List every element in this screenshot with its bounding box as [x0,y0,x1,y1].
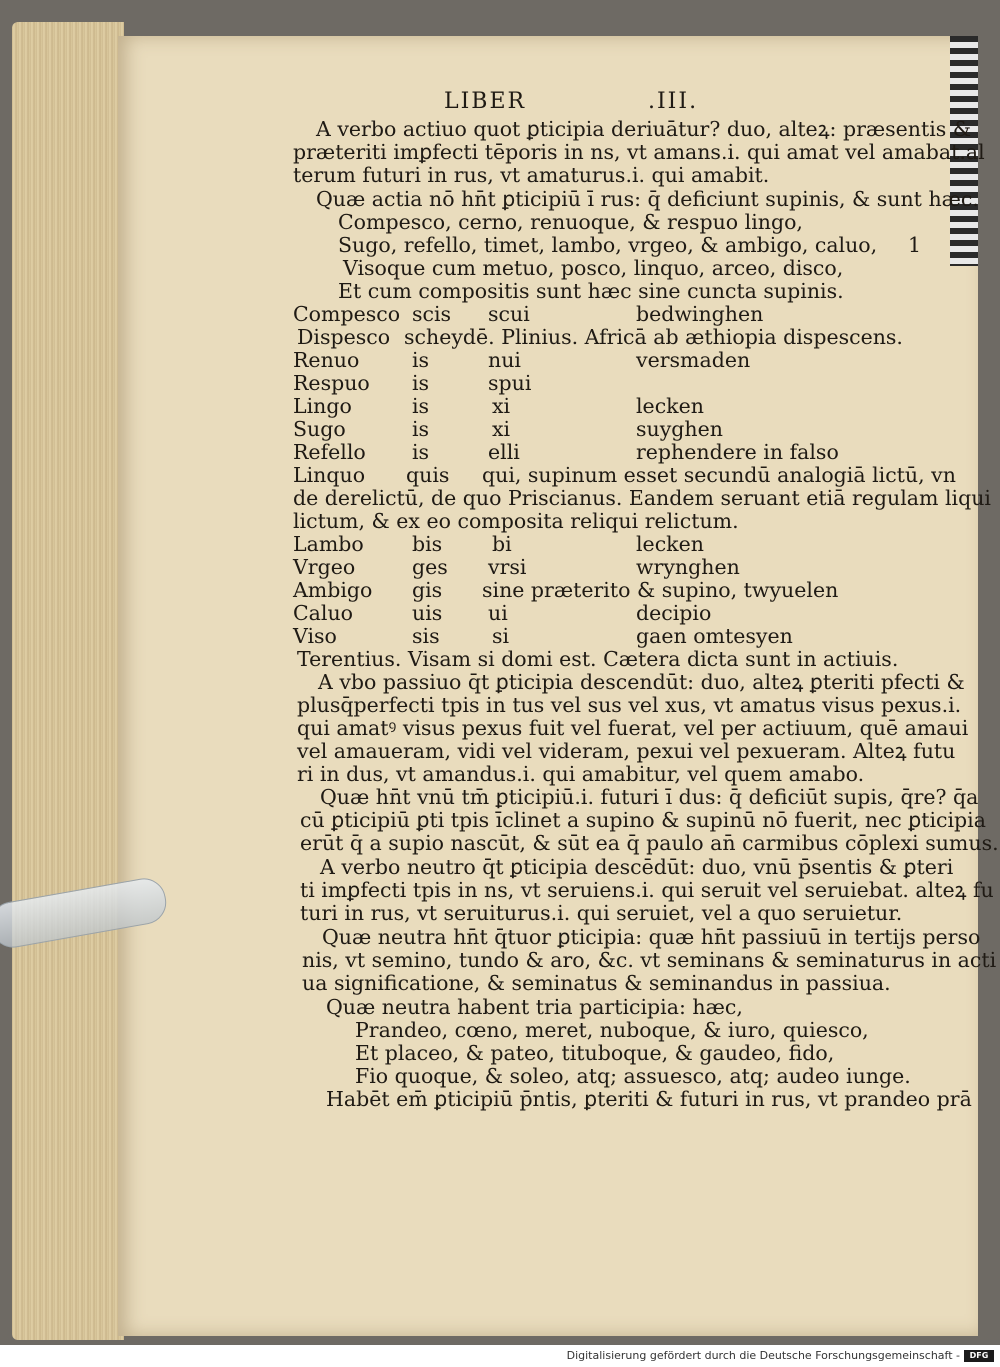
perfect-cell: ui [488,601,508,625]
marginal-mark: 1 [908,233,922,257]
ending-cell: is [412,440,430,464]
text-line: A vbo passiuo q̄t ꝑticipia descendūt: duo, alteꝝ ꝑteriti pfecti & [318,670,965,694]
footer-bar [0,1345,1000,1367]
dfg-logo: DFG [964,1350,994,1362]
perfect-cell: si [492,624,510,648]
verse-line: Et cum compositis sunt hæc sine cuncta supinis. [338,279,844,303]
ending-cell: ges [412,555,448,579]
meaning-cell: wrynghen [636,555,740,579]
ending-cell: is [412,348,430,372]
verb-cell: Lingo [293,394,352,418]
meaning-cell: versmaden [636,348,751,372]
perfect-cell: sine præterito & supino, twyuelen [482,578,839,602]
text-line: Quæ neutra habent tria participia: hæc, [326,995,743,1019]
text-line: A verbo actiuo quot ꝑticipia deriuātur? duo, alteꝝ: præsentis & [316,117,972,141]
text-line: Terentius. Visam si domi est. Cætera dicta sunt in actiuis. [297,647,899,671]
perfect-cell: vrsi [488,555,527,579]
verse-line: Compesco, cerno, renuoque, & respuo lingo, [338,210,803,234]
ending-cell: quis [406,463,450,487]
verb-cell: Vrgeo [293,555,356,579]
text-line: Quæ hn̄t vnū tm̄ ꝑticipiū.i. futuri ī dus: q̄ deficiūt supis, q̄re? q̄a [320,785,979,809]
perfect-cell: xi [492,417,511,441]
text-line: A verbo neutro q̄t ꝑticipia descēdūt: duo, vnū p̄sentis & ꝑteri [320,855,954,879]
meaning-cell: decipio [636,601,712,625]
meaning-cell: rephendere in falso [636,440,839,464]
running-header-title: LIBER [444,89,527,114]
ending-cell: is [412,394,430,418]
ending-cell: uis [412,601,443,625]
text-line: ua significatione, & seminatus & seminandus in passiua. [302,971,891,995]
verse-line: Visoque cum metuo, posco, linquo, arceo, disco, [343,256,844,280]
perfect-cell: scui [488,302,530,326]
meaning-cell: gaen omtesyen [636,624,793,648]
text-line: de derelictū, de quo Priscianus. Eandem seruant etiā regulam liqui [293,486,991,510]
verb-cell: Dispesco [297,325,391,349]
meaning-cell: suyghen [636,417,723,441]
perfect-cell: nui [488,348,521,372]
ending-cell: is [412,417,430,441]
funding-note: Digitalisierung gefördert durch die Deutsche Forschungsgemeinschaft - [566,1349,960,1362]
verb-cell: Renuo [293,348,360,372]
text-line: erūt q̄ a supio nascūt, & sūt ea q̄ paulo an̄ carmibus cōplexi sumus. [300,831,999,855]
verb-cell: Linquo [293,463,366,487]
ending-cell: is [412,371,430,395]
verse-line: Fio quoque, & soleo, atq; assuesco, atq; audeo iunge. [355,1064,911,1088]
text-line: ti imꝑfecti tpis in ns, vt seruiens.i. qui seruit vel seruiebat. alteꝝ fu [300,878,994,902]
perfect-cell: xi [492,394,511,418]
verse-line: Sugo, refello, timet, lambo, vrgeo, & ambigo, caluo, [338,233,878,257]
text-line: Quæ neutra hn̄t q̄tuor ꝑticipia: quæ hn̄t passiuū in tertijs perso [322,925,981,949]
meaning-cell: lecken [636,532,704,556]
perfect-cell: qui, supinum esset secundū analogiā lictū, vn [482,463,956,487]
perfect-cell: spui [488,371,532,395]
ending-cell: gis [412,578,443,602]
verb-cell: Refello [293,440,366,464]
verb-cell: Sugo [293,417,346,441]
ending-cell: sis [412,624,440,648]
running-header-number: .III. [648,89,699,114]
verb-cell: Compesco [293,302,401,326]
text-line: terum futuri in rus, vt amaturus.i. qui amabit. [293,163,770,187]
text-line: cū ꝑticipiū ꝑti tpis īclinet a supino & supinū nō fuerit, nec ꝑticipia [300,808,986,832]
verse-line: Et placeo, & pateo, tituboque, & gaudeo, fido, [355,1041,835,1065]
ending-cell: scis [412,302,452,326]
perfect-cell: bi [492,532,512,556]
verb-cell: Ambigo [293,578,373,602]
ending-cell: scheydē. Plinius. Africā ab æthiopia dispescens. [404,325,903,349]
verb-cell: Respuo [293,371,370,395]
text-line: turi in rus, vt seruiturus.i. qui seruiet, vel a quo seruietur. [300,901,903,925]
text-line: qui amatꝰ visus pexus fuit vel fuerat, vel per actiuum, quē amaui [297,716,969,740]
ending-cell: bis [412,532,443,556]
meaning-cell: lecken [636,394,704,418]
perfect-cell: elli [488,440,520,464]
verb-cell: Viso [293,624,337,648]
text-line: lictum, & ex eo composita reliqui relictum. [293,509,739,533]
text-line: vel amaueram, vidi vel videram, pexui vel pexueram. Alteꝝ futu [297,739,956,763]
text-line: Quæ actia nō hn̄t ꝑticipiū ī rus: q̄ deficiunt supinis, & sunt hæc. [316,187,979,211]
verb-cell: Lambo [293,532,364,556]
text-line: plusq̄perfecti tpis in tus vel sus vel xus, vt amatus visus pexus.i. [297,693,962,717]
meaning-cell: bedwinghen [636,302,764,326]
text-line: nis, vt semino, tundo & aro, &c. vt seminans & seminaturus in acti [302,948,997,972]
text-line: ri in dus, vt amandus.i. qui amabitur, vel quem amabo. [297,762,865,786]
verb-cell: Caluo [293,601,354,625]
text-line: præteriti imꝑfecti tēporis in ns, vt amans.i. qui amat vel amabat.al [293,140,985,164]
verse-line: Prandeo, cœno, meret, nuboque, & iuro, quiesco, [355,1018,869,1042]
text-line: Habēt em̄ ꝑticipiū p̄ntis, ꝑteriti & futuri in rus, vt prandeo prā [326,1087,972,1111]
